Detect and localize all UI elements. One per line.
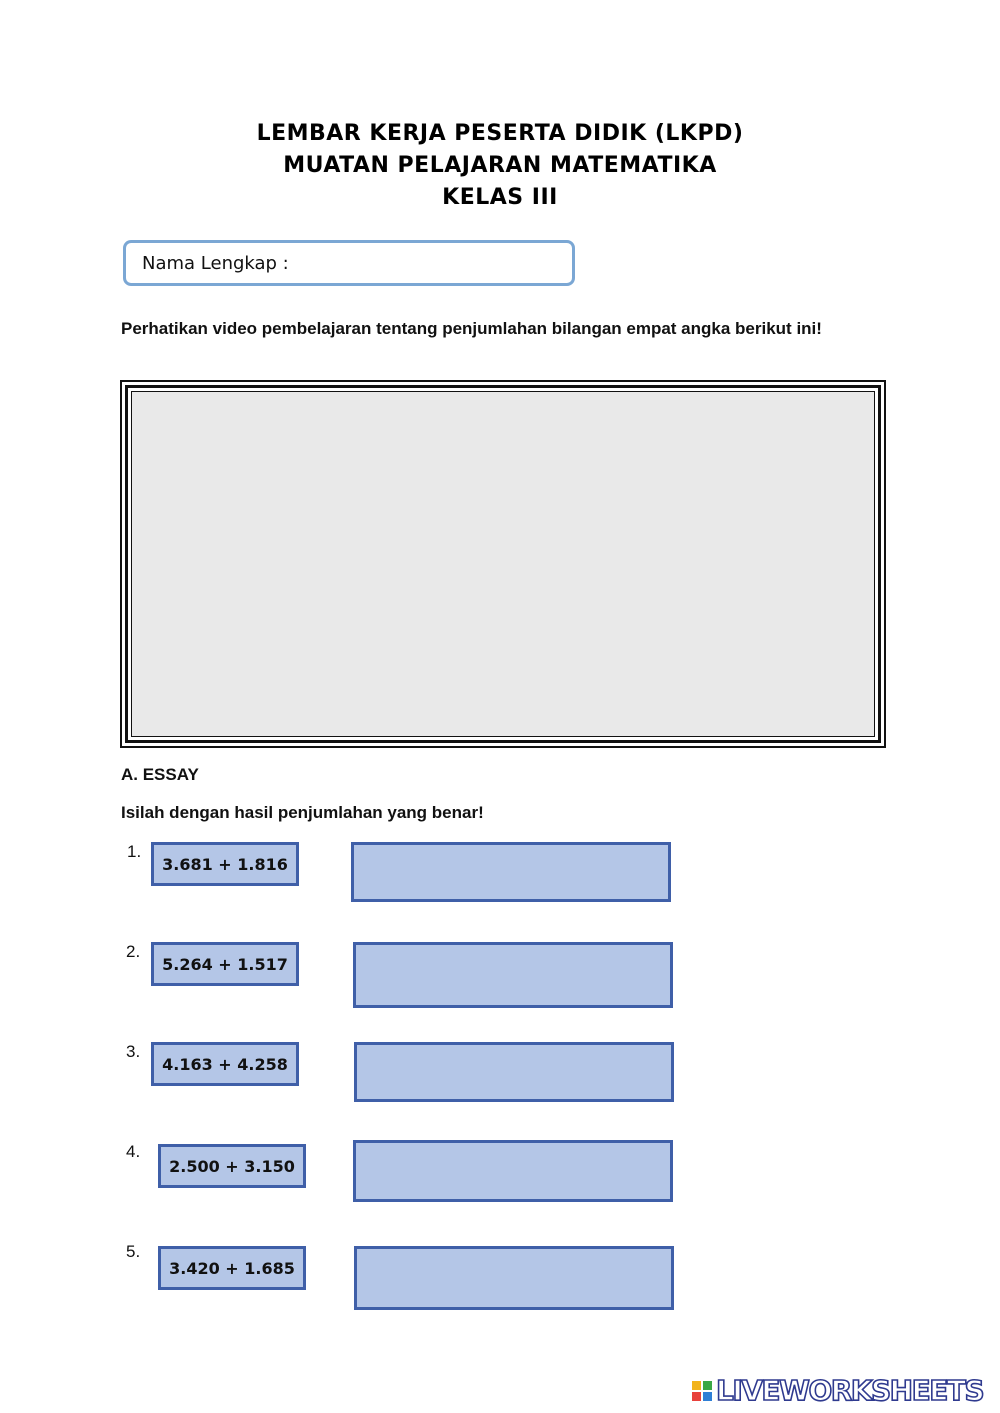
logo-square [703,1392,712,1401]
logo-square [692,1392,701,1401]
answer-input-4[interactable] [353,1140,673,1202]
logo-text: LIVEWORKSHEETS [716,1374,984,1407]
logo-square [692,1381,701,1390]
question-number: 5. [126,1242,141,1261]
section-heading: A. ESSAY [121,765,199,784]
essay-instruction: Isilah dengan hasil penjumlahan yang benar! [121,803,484,822]
video-frame-border [125,385,881,743]
answer-input-1[interactable] [351,842,671,902]
name-field[interactable] [123,240,575,286]
answer-input-5[interactable] [354,1246,674,1310]
title-line-1: LEMBAR KERJA PESERTA DIDIK (LKPD) [256,121,744,146]
video-instruction: Perhatikan video pembelajaran tentang penjumlahan bilangan empat angka berikut ini! [121,319,822,338]
worksheet-title [0,118,1000,214]
answer-input-3[interactable] [354,1042,674,1102]
video-player[interactable] [120,380,886,748]
name-field-label: Nama Lengkap : [142,252,289,274]
title-line-2: MUATAN PELAJARAN MATEMATIKA [283,153,717,178]
question-number: 2. [126,942,141,961]
video-area[interactable] [131,391,875,737]
question-expression: 4.163 + 4.258 [151,1042,299,1086]
question-expression: 3.420 + 1.685 [158,1246,306,1290]
question-expression: 2.500 + 3.150 [158,1144,306,1188]
question-number: 4. [126,1142,141,1161]
question-expression: 3.681 + 1.816 [151,842,299,886]
question-number: 1. [127,842,142,861]
liveworksheets-logo [692,1374,983,1407]
logo-square [703,1381,712,1390]
answer-input-2[interactable] [353,942,673,1008]
question-expression: 5.264 + 1.517 [151,942,299,986]
title-line-3: KELAS III [442,185,558,210]
question-number: 3. [126,1042,141,1061]
liveworksheets-logo-icon [692,1381,712,1401]
